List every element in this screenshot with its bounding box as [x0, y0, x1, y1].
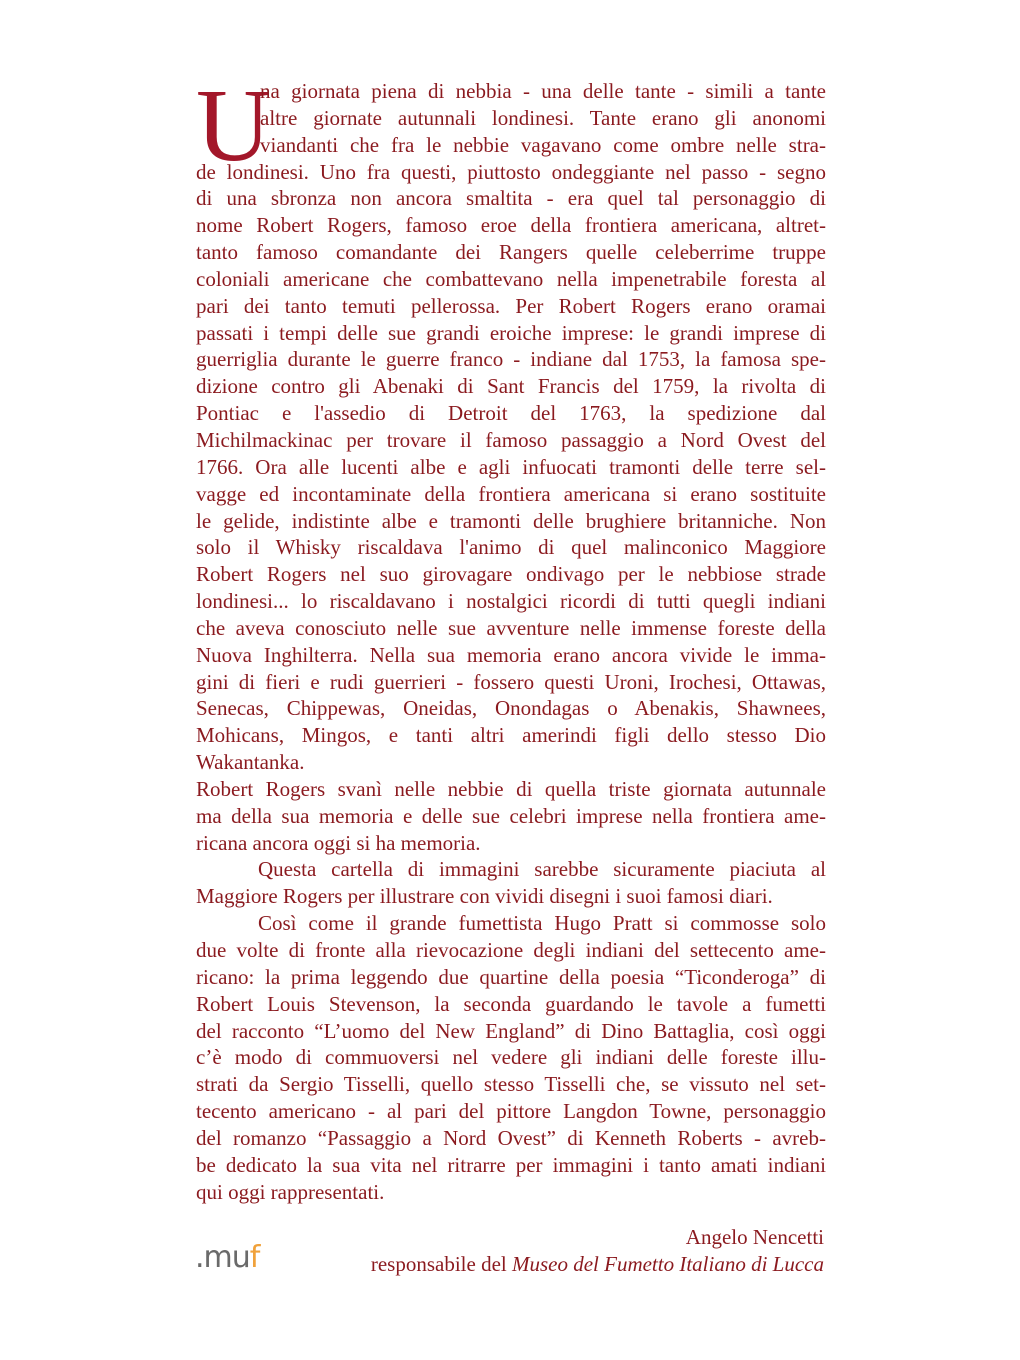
museum-name: Museo del Fumetto Italiano di Lucca — [511, 1252, 824, 1276]
text-line: che aveva conosciuto nelle sue avventure nelle immense foreste della — [196, 615, 826, 640]
text-line: altre giornate autunnali londinesi. Tante erano gli anonomi — [260, 105, 826, 130]
text-line: Senecas, Chippewas, Oneidas, Onondagas o Abenakis, Shawnees, — [196, 696, 826, 721]
text-line: del romanzo “Passaggio a Nord Ovest” di Kenneth Roberts - avreb- — [196, 1125, 826, 1150]
text-line: Michilmackinac per trovare il famoso passaggio a Nord Ovest del — [196, 427, 826, 452]
text-line: solo il Whisky riscaldava l'animo di quel malinconico Maggiore — [196, 535, 826, 560]
text-line: Mohicans, Mingos, e tanti altri amerindi figli dello stesso Dio — [196, 723, 826, 748]
text-line: guerriglia durante le guerre franco - indiane dal 1753, la famosa spe- — [196, 347, 826, 372]
text-line: Maggiore Rogers per illustrare con vividi disegni i suoi famosi diari. — [196, 884, 773, 909]
text-line: passati i tempi delle sue grandi eroiche imprese: le grandi imprese di — [196, 320, 826, 345]
text-line: qui oggi rappresentati. — [196, 1179, 385, 1204]
author-name: Angelo Nencetti — [685, 1225, 824, 1249]
text-line: gini di fieri e rudi guerrieri - fossero questi Uroni, Irochesi, Ottawas, — [196, 669, 826, 694]
text-line: ricano: la prima leggendo due quartine della poesia “Ticonderoga” di — [196, 964, 826, 989]
text-line: del racconto “L’uomo del New England” di Dino Battaglia, così oggi — [196, 1018, 826, 1043]
text-line: Questa cartella di immagini sarebbe sicuramente piaciuta al — [258, 857, 826, 882]
text-line: nome Robert Rogers, famoso eroe della frontiera americana, altret- — [196, 213, 826, 238]
text-line: be dedicato la sua vita nel ritrarre per immagini i tanto amati indiani — [196, 1152, 826, 1177]
logo-main: .mu — [195, 1240, 250, 1275]
drop-cap: U — [196, 68, 272, 183]
text-line: Robert Rogers nel suo girovagare ondivago per le nebbiose strade — [196, 562, 826, 587]
text-line: c’è modo di commuoversi nel vedere gli indiani delle foreste illu- — [196, 1045, 826, 1070]
text-line: de londinesi. Uno fra questi, piuttosto ondeggiante nel passo - segno — [196, 159, 826, 184]
signature — [371, 1224, 824, 1278]
text-line: coloniali americane che combattevano nella impenetrabile foresta al — [196, 266, 826, 291]
text-line: strati da Sergio Tisselli, quello stesso Tisselli che, se vissuto nel set- — [196, 1072, 826, 1097]
logo-accent: f — [249, 1240, 260, 1275]
text-line: Robert Louis Stevenson, la seconda guardando le tavole a fumetti — [196, 991, 826, 1016]
text-line: Nuova Inghilterra. Nella sua memoria erano ancora vivide le imma- — [196, 642, 826, 667]
text-line: londinesi... lo riscaldavano i nostalgici ricordi di tutti quegli indiani — [196, 589, 826, 614]
text-line: Wakantanka. — [196, 750, 305, 775]
muf-logo — [195, 1240, 259, 1275]
text-line: na giornata piena di nebbia - una delle tante - simili a tante — [260, 79, 826, 103]
text-line: ricana ancora oggi si ha memoria. — [196, 830, 481, 855]
text-line: tecento americano - al pari del pittore Langdon Towne, personaggio — [196, 1099, 826, 1124]
author-role — [371, 1251, 824, 1278]
text-line: pari dei tanto temuti pellerossa. Per Robert Rogers erano oramai — [196, 293, 826, 318]
text-line: due volte di fronte alla rievocazione degli indiani del settecento ame- — [196, 938, 826, 962]
text-line: 1766. Ora alle lucenti albe e agli infuocati tramonti delle terre sel- — [196, 454, 826, 479]
text-line: di una sbronza non ancora smaltita - era quel tal personaggio di — [196, 186, 826, 211]
text-line: Pontiac e l'assedio di Detroit del 1763, la spedizione dal — [196, 401, 826, 426]
text-line: le gelide, indistinte albe e tramonti delle brughiere britanniche. Non — [196, 508, 826, 533]
article-body — [196, 78, 826, 1205]
author-role-prefix: responsabile del — [370, 1252, 512, 1276]
text-line: ma della sua memoria e delle sue celebri imprese nella frontiera ame- — [196, 803, 826, 828]
text-line: vagge ed incontaminate della frontiera americana si erano sostituite — [196, 481, 826, 506]
text-line: Così come il grande fumettista Hugo Pratt si commosse solo — [258, 911, 826, 936]
text-line: Robert Rogers svanì nelle nebbie di quella triste giornata autunnale — [196, 776, 826, 801]
text-line: dizione contro gli Abenaki di Sant Francis del 1759, la rivolta di — [196, 374, 826, 399]
text-line: tanto famoso comandante dei Rangers quelle celeberrime truppe — [196, 240, 826, 265]
text-line: viandanti che fra le nebbie vagavano come ombre nelle stra- — [260, 132, 826, 157]
